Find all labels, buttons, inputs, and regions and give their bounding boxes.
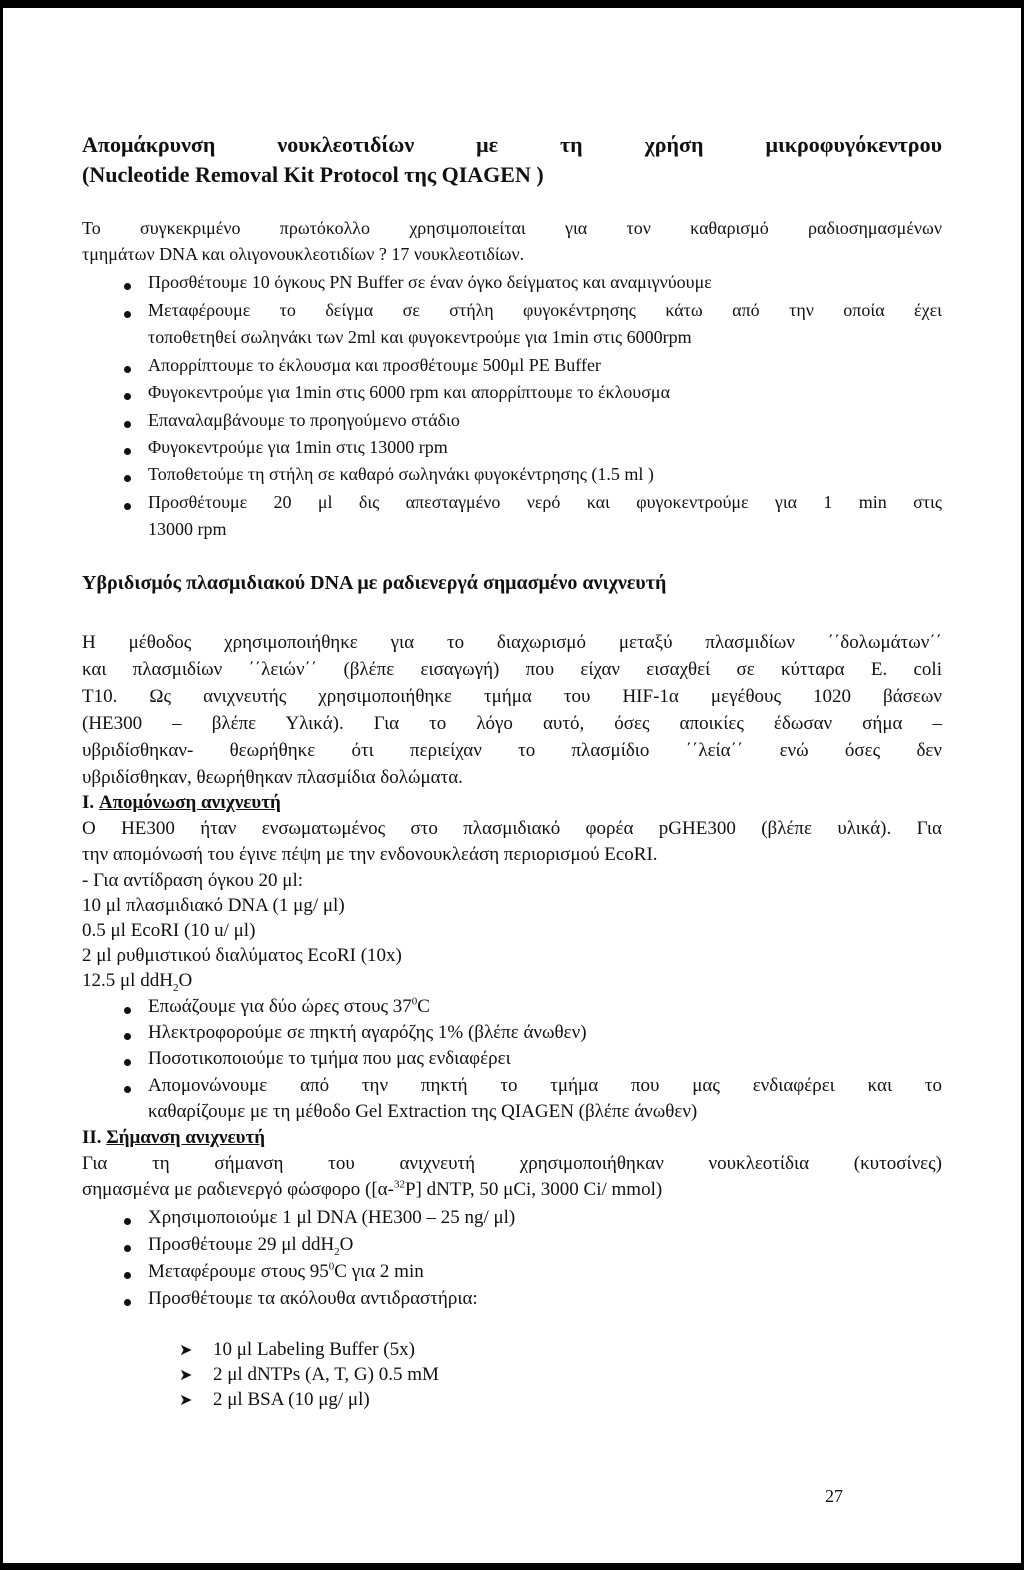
sub1-bullet: Απομονώνουμε από την πηκτή το τμήμα που μας ενδιαφέρει και το (148, 1075, 942, 1096)
recipe-line: 10 μl πλασμιδιακό DNA (1 μg/ μl) (82, 895, 345, 916)
sub2-bullet: Προσθέτουμε 29 μl ddH$_2$O (148, 1234, 354, 1258)
bullet-icon (124, 1245, 131, 1252)
reagent-item: 2 μl BSA (10 μg/ μl) (213, 1389, 370, 1410)
paragraph-line: T10. Ως ανιχνευτής χρησιμοποιήθηκε τμήμα του HIF-1α μεγέθους 1020 βάσεων (82, 686, 942, 707)
bullet-icon (124, 1299, 131, 1306)
protocol-step: Φυγοκεντρούμε για 1min στις 13000 rpm (148, 437, 448, 457)
bullet-icon (124, 448, 131, 455)
paragraph-line: υβριδίσθηκαν, θεωρήθηκαν πλασμίδια δολώματα. (82, 767, 463, 788)
sub2-bullet: Μεταφέρουμε στους $95^0C$ για 2 min (148, 1260, 424, 1282)
subheading-1 (82, 790, 281, 815)
sub2-line: σημασμένα με ραδιενεργό φώσφορο ([α-$^{32}$P] dNTP, 50 μCi, 3000 Ci/ mmol) (82, 1178, 663, 1200)
arrow-bullet-icon: ➤ (179, 1390, 193, 1409)
bullet-icon (124, 421, 131, 428)
bullet-icon (124, 1007, 131, 1014)
section-title-line1: Απομάκρυνση νουκλεοτιδίων με τη χρήση μικροφυγόκεντρου (82, 132, 942, 157)
arrow-bullet-icon: ➤ (179, 1365, 193, 1384)
section2-title: Υβριδισμός πλασμιδιακού DNA με ραδιενεργά σημασμένο ανιχνευτή (82, 572, 667, 594)
sub2-bullet: Χρησιμοποιούμε 1 μl DNA (HE300 – 25 ng/ μl) (148, 1207, 516, 1228)
protocol-step: Τοποθετούμε τη στήλη σε καθαρό σωληνάκι φυγοκέντρησης (1.5 ml ) (148, 464, 654, 484)
paragraph-line: υβριδίσθηκαν- θεωρήθηκε ότι περιείχαν το πλασμίδιο ΄΄λεία΄΄ ενώ όσες δεν (82, 740, 942, 761)
protocol-step: Φυγοκεντρούμε για 1min στις 6000 rpm και απορρίπτουμε το έκλουσμα (148, 382, 670, 402)
protocol-step: Προσθέτουμε 10 όγκους PN Buffer σε έναν όγκο δείγματος και αναμιγνύουμε (148, 272, 712, 292)
bullet-icon (124, 283, 131, 290)
subheading-title: Απομόνωση ανιχνευτή (98, 792, 281, 813)
protocol-step: Μεταφέρουμε το δείγμα σε στήλη φυγοκέντρησης κάτω από την οποία έχει (148, 300, 942, 320)
recipe-line: 0.5 μl EcoRI (10 u/ μl) (82, 920, 256, 941)
bullet-icon (124, 311, 131, 318)
protocol-step-cont: τοποθετηθεί σωληνάκι των 2ml και φυγοκεντρούμε για 1min στις 6000rpm (148, 327, 692, 347)
page-number: 27 (825, 1486, 843, 1506)
bullet-icon (124, 1059, 131, 1066)
document-page (3, 8, 1021, 1563)
sub1-bullet: Ποσοτικοποιούμε το τμήμα που μας ενδιαφέρει (148, 1048, 511, 1069)
paragraph-line: (HE300 – βλέπε Υλικά). Για το λόγο αυτό, όσες αποικίες έδωσαν σήμα – (82, 713, 942, 734)
paragraph-line: Η μέθοδος χρησιμοποιήθηκε για το διαχωρισμό μεταξύ πλασμιδίων ΄΄δολωμάτων΄΄ (82, 632, 942, 653)
reagent-item: 10 μl Labeling Buffer (5x) (213, 1339, 415, 1360)
bullet-icon (124, 393, 131, 400)
sub1-line: - Για αντίδραση όγκου 20 μl: (82, 870, 304, 891)
sub1-bullet-cont: καθαρίζουμε με τη μέθοδο Gel Extraction της QIAGEN (βλέπε άνωθεν) (148, 1101, 698, 1122)
subheading-2 (82, 1125, 265, 1150)
sub1-bullet: Επωάζουμε για δύο ώρες στους $37^0C$ (148, 995, 430, 1017)
bullet-icon (124, 1086, 131, 1093)
bullet-icon (124, 1033, 131, 1040)
paragraph-line: και πλασμιδίων ΄΄λειών΄΄ (βλέπε εισαγωγή) που είχαν εισαχθεί σε κύτταρα E. coli (82, 659, 942, 680)
reagent-item: 2 μl dNTPs (A, T, G) 0.5 mM (213, 1364, 439, 1385)
recipe-line: 12.5 μl ddH$_2$O (82, 970, 193, 994)
intro-line2: τμημάτων DNA και ολιγονουκλεοτιδίων ? 17 νουκλεοτιδίων. (82, 244, 525, 264)
recipe-line: 2 μl ρυθμιστικού διαλύματος EcoRI (10x) (82, 945, 402, 966)
bullet-icon (124, 1272, 131, 1279)
subheading-title: Σήμανση ανιχνευτή (106, 1127, 266, 1148)
protocol-step: Επαναλαμβάνουμε το προηγούμενο στάδιο (148, 410, 460, 430)
section-title-line2: (Nucleotide Removal Kit Protocol της QIAGEN ) (82, 162, 544, 187)
protocol-step-cont: 13000 rpm (148, 519, 227, 539)
bullet-icon (124, 1218, 131, 1225)
intro-line1: Το συγκεκριμένο πρωτόκολλο χρησιμοποιείται για τον καθαρισμό ραδιοσημασμένων (82, 218, 942, 238)
arrow-bullet-icon: ➤ (179, 1340, 193, 1359)
sub1-line: την απομόνωσή του έγινε πέψη με την ενδονουκλεάση περιορισμού EcoRI. (82, 844, 658, 865)
subheading-number: I. (82, 792, 95, 813)
sub1-line: Ο HE300 ήταν ενσωματωμένος στο πλασμιδιακό φορέα pGHE300 (βλέπε υλικά). Για (82, 818, 942, 839)
protocol-step: Απορρίπτουμε το έκλουσμα και προσθέτουμε 500μl PE Buffer (148, 355, 601, 375)
sub2-bullet: Προσθέτουμε τα ακόλουθα αντιδραστήρια: (148, 1288, 478, 1309)
subheading-number: II. (82, 1127, 102, 1148)
sub2-line: Για τη σήμανση του ανιχνευτή χρησιμοποιήθηκαν νουκλεοτίδια (κυτοσίνες) (82, 1153, 942, 1174)
bullet-icon (124, 366, 131, 373)
protocol-step: Προσθέτουμε 20 μl δις απεσταγμένο νερό και φυγοκεντρούμε για 1 min στις (148, 492, 942, 512)
bullet-icon (124, 475, 131, 482)
bullet-icon (124, 503, 131, 510)
sub1-bullet: Ηλεκτροφορούμε σε πηκτή αγαρόζης 1% (βλέπε άνωθεν) (148, 1022, 587, 1043)
